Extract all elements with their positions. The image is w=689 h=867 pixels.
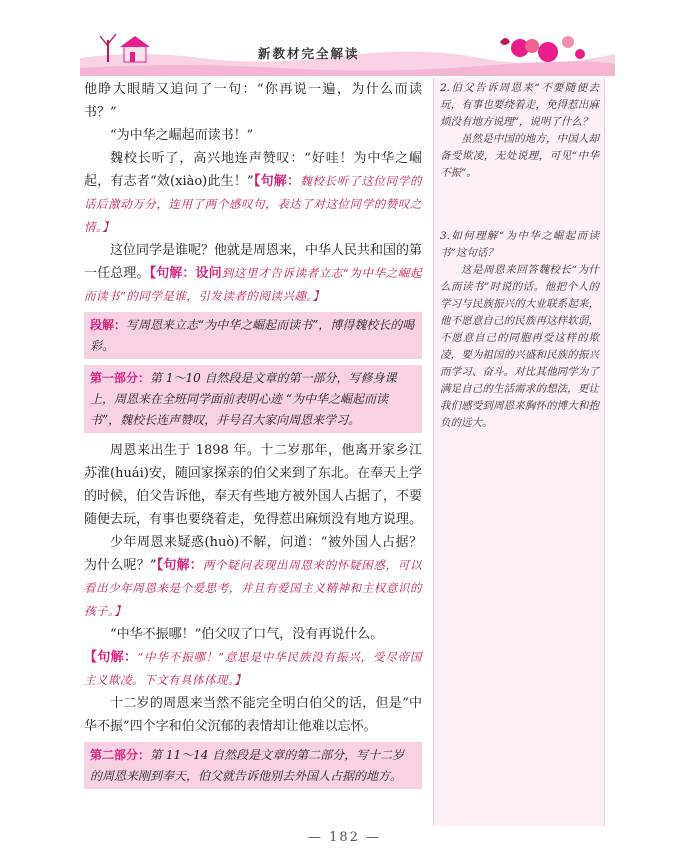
house-icon xyxy=(120,36,150,62)
paragraph-4 xyxy=(84,239,422,308)
sidebar-notes xyxy=(433,78,605,826)
paragraph-5: 周恩来出生于 1898 年。十二岁那年，他离开家乡江苏淮(huái)安，随回家探亲的伯父来到了东北。在奉天上学的时候，伯父告诉他，奉天有些地方被外国人占据了，不要随便去玩，有事也要绕着走，免得惹出麻烦没有地方说理。 xyxy=(84,443,423,527)
paragraph-3-text: 魏校长听了，高兴地连声赞叹：“好哇！为中华之崛起，有志者“效(xiào)此生！” xyxy=(84,151,422,189)
sentence-analysis-label: 【句解： xyxy=(84,650,138,665)
part-one-text: 第 1～10 自然段是文章的第一部分，写修身课上，周恩来在全班同学面前表明心迹 “为中华之崛起而读书”，魏校长连声赞叹，并号召大家向周恩来学习。 xyxy=(90,371,397,427)
paragraph-7-analysis xyxy=(84,646,422,692)
paragraph-6-text: 少年周恩来疑惑(huò)不解，问道：“被外国人占据？为什么呢？” xyxy=(84,535,422,573)
page-number: — 182 — xyxy=(307,830,382,845)
sentence-analysis: 魏校长听了这位同学的话后激动万分，连用了两个感叹句，表达了对这位同学的赞叹之情。】 xyxy=(84,174,422,234)
paragraph-4-text: 这位同学是谁呢？他就是周恩来，中华人民共和国的第一任总理。 xyxy=(84,243,423,281)
sentence-analysis: 两个疑问表现出周恩来的怀疑困惑，可以看出少年周恩来是个爱思考，并且有爱国主义精神和主权意识的孩子。】 xyxy=(84,558,422,618)
paragraph-1: 他睁大眼睛又追问了一句：“你再说一遍，为什么而读书？” xyxy=(84,82,422,120)
paragraph-2: “为中华之崛起而读书！” xyxy=(110,128,254,143)
summary-label: 段解： xyxy=(90,318,127,332)
summary-text: 写周恩来立志“为中华之崛起而读书”，博得魏校长的喝彩。 xyxy=(90,318,415,353)
sentence-analysis: “中华不振哪！”意思是中华民族没有振兴，受尽帝国主义欺凌。下文有具体体现。】 xyxy=(84,650,422,687)
part-two-summary-box xyxy=(84,742,422,789)
answer-2: 虽然是中国的地方，中国人却备受欺凌，无处说理，可见“中华不振”。 xyxy=(440,133,599,179)
part-one-summary-box xyxy=(84,365,422,433)
paragraph-6 xyxy=(84,531,422,623)
part-two-text: 第 11～14 自然段是文章的第二部分，写十二岁的周恩来刚到奉天，伯父就告诉他别去外国人占据的地方。 xyxy=(90,748,405,783)
header-title: 新教材完全解读 xyxy=(258,46,360,61)
main-column xyxy=(84,78,422,795)
sentence-analysis: 到这里才告诉读者立志“为中华之崛起而读书”的同学是谁，引发读者的阅读兴趣。】 xyxy=(84,266,422,303)
part-two-label: 第二部分： xyxy=(90,748,151,762)
paragraph-7: “中华不振哪！”伯父叹了口气，没有再说什么。 xyxy=(110,627,384,642)
butterfly-icon xyxy=(500,38,510,45)
answer-3: 这是周恩来回答魏校长“为什么而读书”时说的话。他把个人的学习与民族振兴的大业联系起来，他不愿意自己的民族再这样软弱，不愿意自己的同胞再受这样的欺凌，要为祖国的兴盛和民族的振兴而学习、奋斗。对比其他同学为了满足自己的生活需求的想法，更让我们感受到周恩来胸怀的博大和抱负的远大。 xyxy=(440,264,599,429)
sentence-analysis-label: 【句解：设问 xyxy=(149,266,222,281)
part-one-label: 第一部分： xyxy=(90,371,151,385)
heart-icon xyxy=(511,36,585,62)
question-3: 3.如何理解“为中华之崛起而读书”这句话？ xyxy=(440,230,599,259)
paragraph-summary-box xyxy=(84,312,422,359)
question-2: 2.伯父告诉周恩来“不要随便去玩，有事也要绕着走，免得惹出麻烦没有地方说理”，说明了什么？ xyxy=(440,82,599,128)
paragraph-3 xyxy=(84,147,422,239)
sentence-analysis-label: 【句解： xyxy=(253,174,301,189)
paragraph-8: 十二岁的周恩来当然不能完全明白伯父的话，但是“中华不振”四个字和伯父沉郁的表情却让他难以忘怀。 xyxy=(84,696,422,734)
sentence-analysis-label: 【句解： xyxy=(156,558,203,573)
